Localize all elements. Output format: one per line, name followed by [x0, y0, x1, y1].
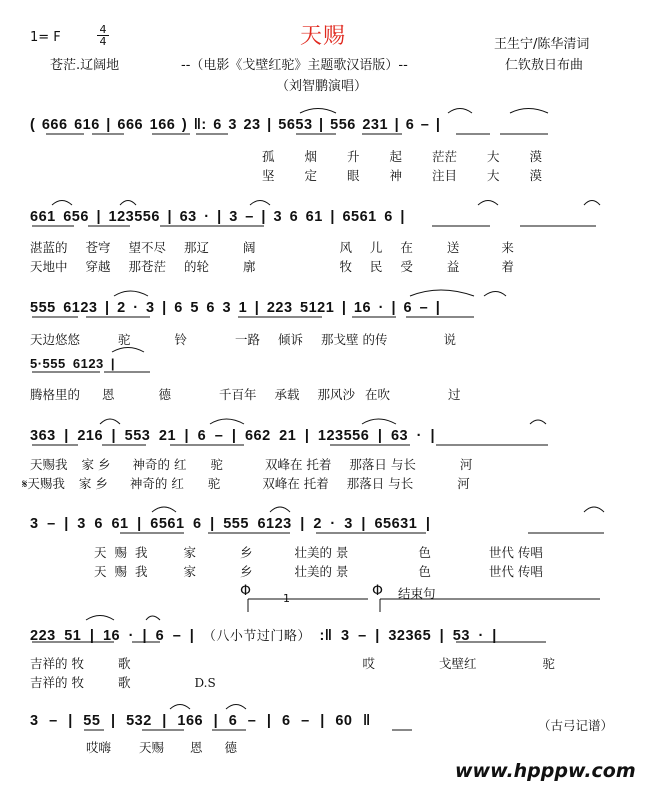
measure: 63 · — [390, 428, 422, 444]
coda-sign: Φ — [372, 583, 384, 599]
lyrics-row-1a: 孤 烟 升 起 茫茫 大 漠 — [262, 149, 542, 164]
notation-row-4: 5·555 6123 | — [30, 356, 116, 371]
measure: 555 6123 — [30, 300, 98, 316]
notation-row-6: 3 – | 3 6 61 | 6561 6 | 555 6123 | 2 · 3 | 65631 | — [30, 516, 431, 532]
song-title: 天赐 — [300, 24, 347, 49]
lyrics-row-5a: 天赐我 家 乡 神奇的 红 驼 双峰在 托着 那落日 与长 河 — [30, 457, 473, 472]
measure: 6 – — [228, 713, 257, 729]
notation-row-7: 223 51 | 16 · | 6 – | （八小节过门略） :‖ 3 – | 32365 | 53 · | — [30, 628, 497, 644]
measure: 2 · 3 — [313, 516, 353, 532]
measure: 6 5 6 3 1 — [174, 300, 248, 316]
lyrics-row-6b: 天 赐 我 家 乡 壮美的 景 色 世代 传唱 — [94, 564, 543, 579]
measure: 3 6 61 — [77, 516, 129, 532]
notation-row-1: ( 666 616 | 666 166 ) ‖: 6 3 23 | 5653 | 556 231 | 6 – | — [30, 117, 441, 133]
lyrics-row-5b: 𝄋天赐我 家 乡 神奇的 红 驼 双峰在 托着 那落日 与长 河 — [22, 476, 470, 491]
subtitle: --（电影《戈壁红驼》主题歌汉语版）-- — [181, 58, 408, 73]
measure: 3 6 61 — [273, 209, 323, 225]
lyrics-row-4: 腾格里的 恩 德 千百年 承载 那风沙 在吹 过 — [30, 387, 461, 402]
measure: 5653 — [278, 117, 313, 133]
measure: 661 656 — [30, 209, 89, 225]
singer-credit: （刘智鹏演唱） — [276, 79, 368, 94]
measure: 32365 — [388, 628, 432, 644]
notation-row-2: 661 656 | 123556 | 63 · | 3 – | 3 6 61 | 6561 6 | — [30, 209, 405, 225]
measure: 223 51 — [30, 628, 82, 644]
measure: 662 21 — [244, 428, 297, 444]
lyricist-credit: 王生宁/陈华清词 — [494, 37, 590, 52]
measure: 6 – — [282, 713, 310, 729]
ending-label: 结束句 — [398, 586, 436, 601]
measure: 223 5121 — [266, 300, 335, 316]
site-watermark: www.hpppw.com — [455, 760, 636, 782]
volta-number: 1 — [283, 592, 290, 605]
notation-row-8: 3 – | 55 | 532 | 166 | 6 – | 6 – | 60 ‖ — [30, 713, 371, 729]
measure: 53 · — [452, 628, 484, 644]
measure: 553 21 — [124, 428, 177, 444]
lyrics-row-1b: 坚 定 眼 神 注目 大 漠 — [262, 168, 542, 183]
measure: 6 3 23 — [213, 117, 261, 133]
lyrics-row-2b: 天地中 穿越 那苍茫 的轮 廓 牧 民 受 益 着 — [30, 259, 514, 274]
measure: 65631 — [374, 516, 418, 532]
measure: 2 · 3 — [117, 300, 155, 316]
lyrics-row-3: 天边悠悠 驼 铃 一路 倾诉 那戈壁 的传 说 — [30, 332, 456, 347]
measure: 6561 6 — [150, 516, 202, 532]
measure: 16 · — [353, 300, 384, 316]
measure: 63 · — [179, 209, 210, 225]
measure: ( 666 616 — [30, 117, 100, 133]
measure: 166 — [177, 713, 204, 729]
lyrics-row-7a: 吉祥的 牧 歌 哎 戈壁红 驼 — [30, 656, 555, 671]
measure: 5·555 6123 — [30, 356, 104, 371]
measure: 6 – — [405, 117, 430, 133]
notation-source-note: （古弓记谱） — [538, 718, 614, 733]
measure: 3 – — [341, 628, 367, 644]
notation-row-5: 363 | 216 | 553 21 | 6 – | 662 21 | 123556 | 63 · | — [30, 428, 436, 444]
tempo-marking: 苍茫.辽阔地 — [50, 58, 120, 73]
measure: 3 – — [30, 713, 58, 729]
measure: 556 231 — [330, 117, 389, 133]
composer-credit: 仁钦敖日布曲 — [505, 58, 584, 73]
measure: 6 – — [155, 628, 182, 644]
measure: 3 – — [229, 209, 254, 225]
measure: 3 – — [30, 516, 56, 532]
measure: 55 — [83, 713, 101, 729]
measure: （八小节过门略） — [202, 629, 311, 644]
time-signature: 4 4 — [97, 24, 109, 47]
measure: 123556 — [108, 209, 160, 225]
coda-sign: Φ — [240, 583, 252, 599]
measure: 532 — [126, 713, 152, 729]
measure: 363 — [30, 428, 56, 444]
measure: 60 — [335, 713, 353, 729]
lyrics-row-8: 哎嗨 天赐 恩 德 — [86, 740, 238, 755]
measure: 666 166 ) — [117, 117, 188, 133]
measure: 555 6123 — [223, 516, 292, 532]
notation-row-3: 555 6123 | 2 · 3 | 6 5 6 3 1 | 223 5121 | 16 · | 6 – | — [30, 300, 441, 316]
measure: 123556 — [317, 428, 370, 444]
key-signature: 1= F — [30, 30, 61, 45]
lyrics-row-7b: 吉祥的 牧 歌 D.S — [30, 675, 216, 690]
measure: 6561 6 — [342, 209, 393, 225]
lyrics-row-6a: 天 赐 我 家 乡 壮美的 景 色 世代 传唱 — [94, 545, 543, 560]
measure: 6 – — [197, 428, 224, 444]
measure: 16 · — [102, 628, 134, 644]
lyrics-row-2a: 湛蓝的 苍穹 望不尽 那辽 阔 风 儿 在 送 来 — [30, 240, 514, 255]
measure: 216 — [77, 428, 104, 444]
measure: 6 – — [403, 300, 429, 316]
